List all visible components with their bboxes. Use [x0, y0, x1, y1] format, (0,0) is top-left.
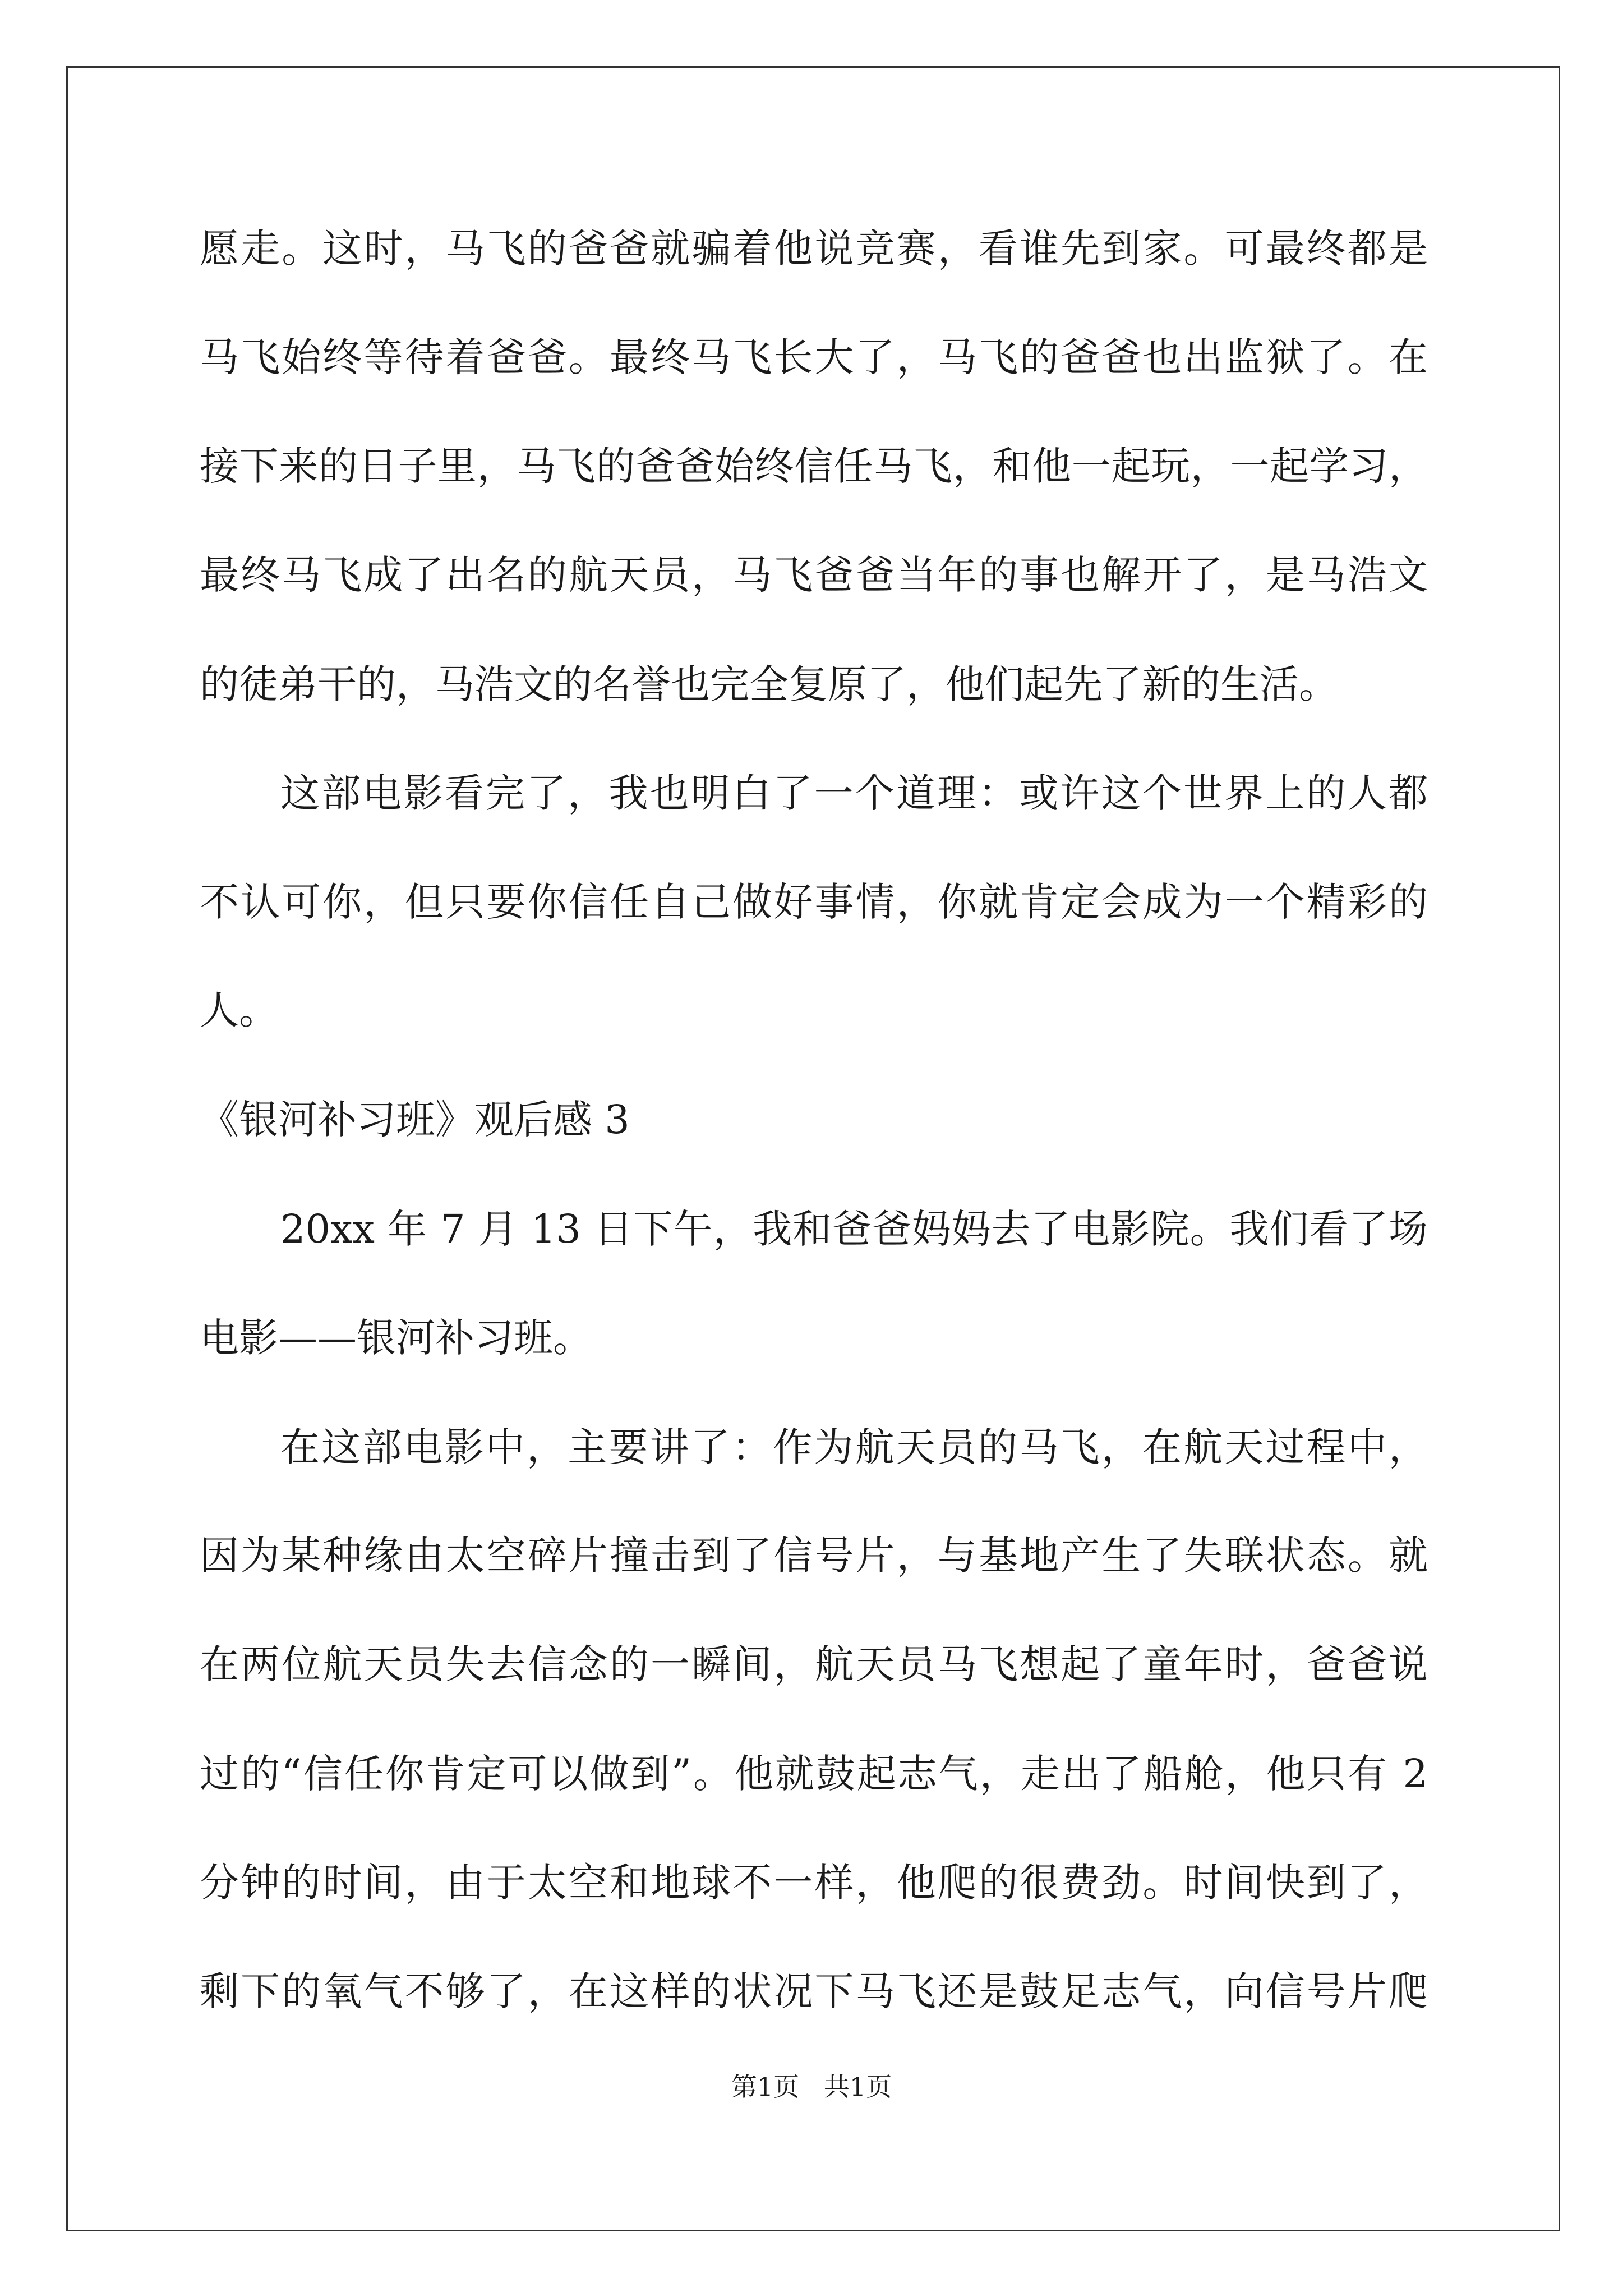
paragraph-line: 分钟的时间，由于太空和地球不一样，他爬的很费劲。时间快到了， — [200, 1860, 1428, 1906]
paragraph-line: 愿走。这时，马飞的爸爸就骗着他说竞赛，看谁先到家。可最终都是 — [200, 226, 1428, 272]
paragraph-line: 在两位航天员失去信念的一瞬间，航天员马飞想起了童年时，爸爸说 — [200, 1641, 1428, 1687]
paragraph-line: 接下来的日子里，马飞的爸爸始终信任马飞，和他一起玩，一起学习， — [200, 443, 1428, 489]
paragraph-line: 电影——银河补习班。 — [200, 1315, 592, 1361]
paragraph-line: 最终马飞成了出名的航天员，马飞爸爸当年的事也解开了，是马浩文 — [200, 552, 1428, 598]
paragraph-line: 不认可你，但只要你信任自己做好事情，你就肯定会成为一个精彩的 — [200, 879, 1428, 925]
paragraph-line: 剩下的氧气不够了，在这样的状况下马飞还是鼓足志气，向信号片爬 — [200, 1968, 1428, 2014]
paragraph-line: 过的“信任你肯定可以做到”。他就鼓起志气，走出了船舱，他只有 2 — [200, 1751, 1428, 1797]
paragraph-line: 人。 — [200, 987, 278, 1033]
page-footer: 第1页 共1页 — [731, 2072, 892, 2102]
paragraph-line: 这部电影看完了，我也明白了一个道理：或许这个世界上的人都 — [280, 770, 1428, 816]
paragraph-line: 在这部电影中，主要讲了：作为航天员的马飞，在航天过程中， — [280, 1424, 1428, 1470]
paragraph-line: 的徒弟干的，马浩文的名誉也完全复原了，他们起先了新的生活。 — [200, 661, 1338, 707]
paragraph-line: 马飞始终等待着爸爸。最终马飞长大了，马飞的爸爸也出监狱了。在 — [200, 334, 1428, 380]
paragraph-line: 20xx 年 7 月 13 日下午，我和爸爸妈妈去了电影院。我们看了场 — [280, 1206, 1428, 1252]
section-heading: 《银河补习班》观后感 3 — [200, 1097, 630, 1143]
paragraph-line: 因为某种缘由太空碎片撞击到了信号片，与基地产生了失联状态。就 — [200, 1533, 1428, 1579]
